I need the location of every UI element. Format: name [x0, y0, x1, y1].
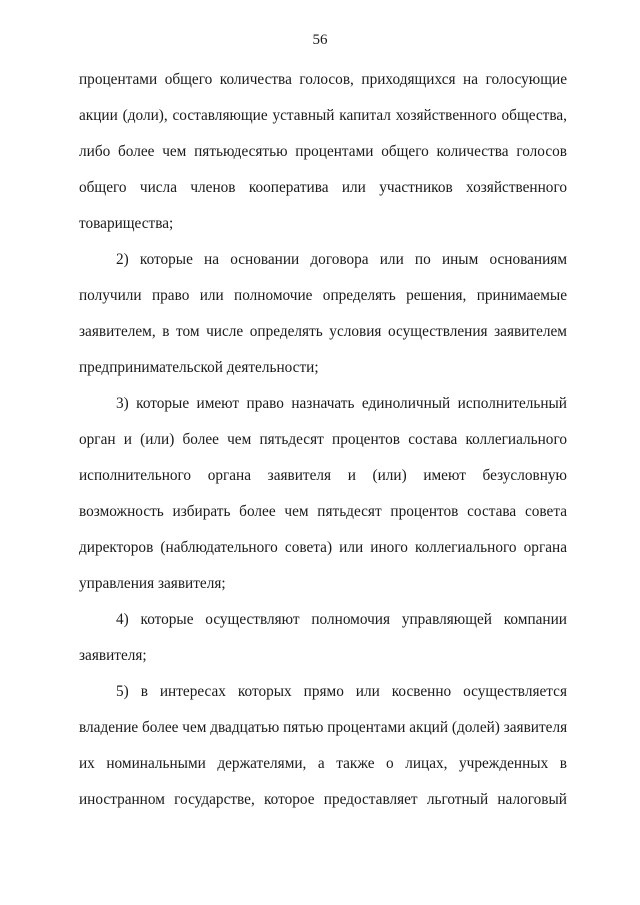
text-line: предпринимательской деятельности; — [79, 359, 319, 376]
text-line: иностранном государстве, которое предоставляет льготный налоговый — [79, 791, 567, 808]
paragraph — [79, 395, 567, 611]
text-line: орган и (или) более чем пятьдесят процентов состава коллегиального — [79, 431, 567, 448]
text-line: 4) которые осуществляют полномочия управляющей компании — [116, 611, 567, 628]
text-line: директоров (наблюдательного совета) или иного коллегиального органа — [79, 539, 567, 556]
paragraph — [79, 71, 567, 251]
text-line: заявителем, в том числе определять условия осуществления заявителем — [79, 323, 567, 340]
text-line: владение более чем двадцатью пятью процентами акций (долей) заявителя — [79, 719, 568, 736]
text-line: либо более чем пятьюдесятью процентами общего количества голосов — [79, 143, 567, 160]
text-line: общего числа членов кооператива или участников хозяйственного — [79, 179, 567, 196]
text-line: 3) которые имеют право назначать единоличный исполнительный — [116, 395, 567, 412]
text-line: заявителя; — [79, 647, 147, 664]
paragraph — [79, 611, 567, 683]
text-line: 5) в интересах которых прямо или косвенно осуществляется — [116, 683, 567, 700]
text-line: исполнительного органа заявителя и (или) имеют безусловную — [79, 467, 567, 484]
text-line: товарищества; — [79, 215, 174, 232]
text-line: получили право или полномочие определять решения, принимаемые — [79, 287, 567, 304]
paragraph — [79, 251, 567, 395]
page-number: 56 — [312, 32, 328, 48]
document-body — [79, 71, 567, 827]
text-line: их номинальными держателями, а также о лицах, учрежденных в — [79, 755, 567, 772]
text-line: акции (доли), составляющие уставный капитал хозяйственного общества, — [79, 107, 567, 124]
text-line: возможность избирать более чем пятьдесят процентов состава совета — [79, 503, 567, 520]
paragraph — [79, 683, 567, 827]
text-line: 2) которые на основании договора или по иным основаниям — [116, 251, 567, 268]
text-line: процентами общего количества голосов, приходящихся на голосующие — [79, 71, 567, 88]
text-line: управления заявителя; — [79, 575, 226, 592]
